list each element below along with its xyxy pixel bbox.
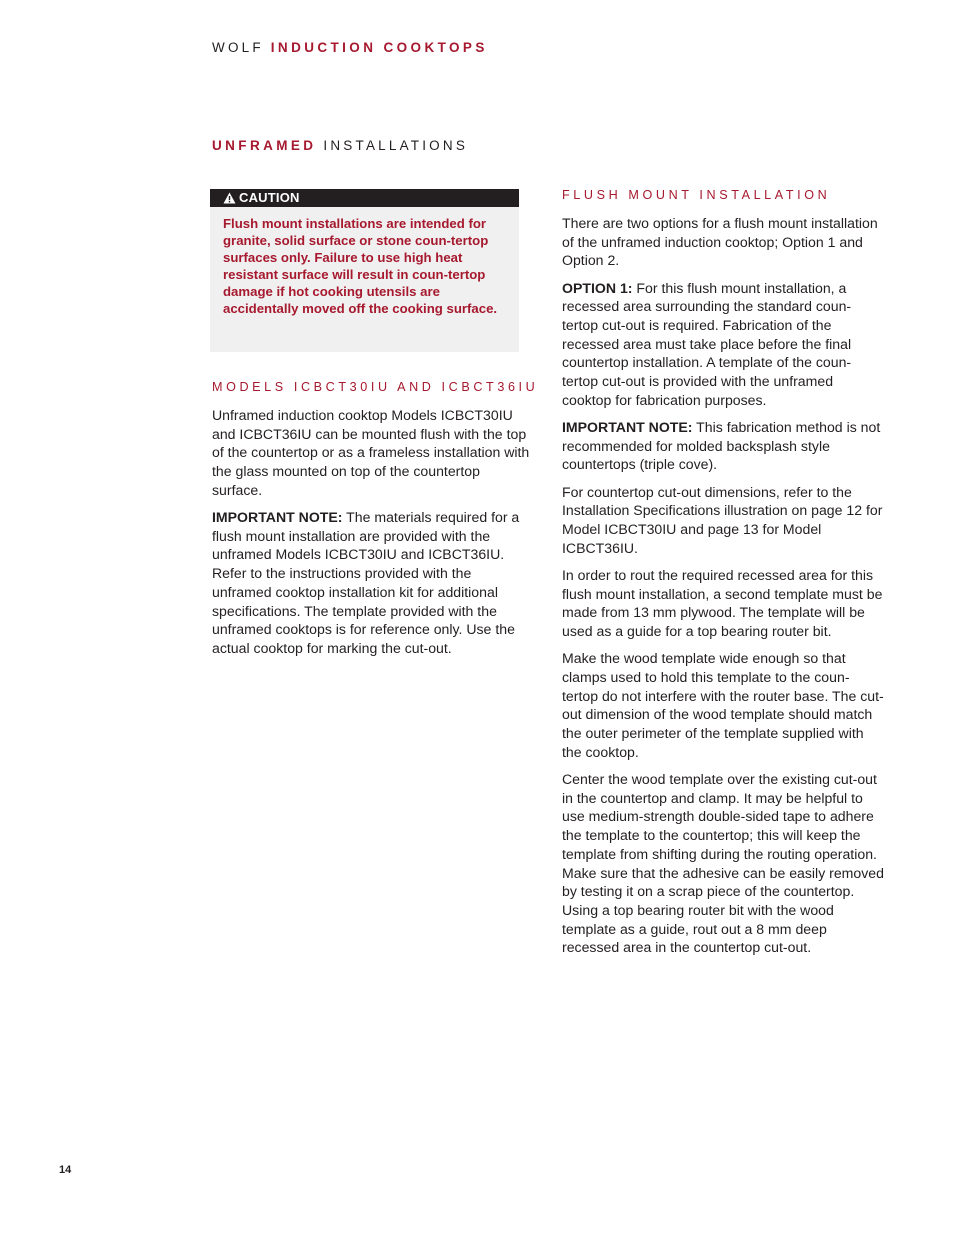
left-paragraph-2	[212, 508, 534, 658]
right-paragraph-2-text: For this flush mount installation, a recessed area surrounding the standard coun-tertop cut-out is required. Fabrication of the recessed area must take place before the final countertop installation. A template of the coun-tertop cut-out is provided with the unframed cooktop for fabrication purposes.	[562, 279, 852, 408]
section-title-bold: UNFRAMED	[212, 138, 317, 153]
right-column	[562, 214, 885, 966]
right-paragraph-3	[562, 418, 885, 474]
right-paragraph-6: Make the wood template wide enough so that clamps used to hold this template to the coun-tertop do not interfere with the router base. The cut-out dimension of the wood template should match the outer perimeter of the template supplied with the cooktop.	[562, 650, 884, 760]
brand-name: WOLF	[212, 40, 264, 55]
important-note-label: IMPORTANT NOTE:	[212, 509, 343, 526]
caution-text-block	[223, 215, 513, 318]
product-name: INDUCTION COOKTOPS	[270, 40, 488, 55]
right-paragraph-4: For countertop cut-out dimensions, refer to the Installation Specifications illustration on page 12 for Model ICBCT30IU and page 13 for Model ICBCT36IU.	[562, 483, 883, 556]
right-paragraph-5: In order to rout the required recessed area for this flush mount installation, a second template must be made from 13 mm plywood. The template will be used as a guide for a top bearing router bit.	[562, 566, 883, 640]
page-number: 14	[59, 1164, 72, 1176]
caution-box	[210, 189, 519, 352]
important-note-label: IMPORTANT NOTE:	[562, 419, 693, 436]
right-paragraph-7: Center the wood template over the existing cut-out in the countertop and clamp. It may be helpful to use medium-strength double-sided tape to adhere the template to the countertop; this will keep the template from shifting during the routing operation. Make sure that the adhesive can be easily removed by testing it on a scrap piece of the countertop. Using a top bearing router bit with the wood template as a guide, rout out a 8 mm deep recessed area in the countertop cut-out.	[562, 770, 884, 956]
left-paragraph-1: Unframed induction cooktop Models ICBCT30IU and ICBCT36IU can be mounted flush with the top of the countertop or as a frameless installation with the glass mounted on top of the countertop surface.	[212, 407, 530, 498]
left-column	[212, 406, 534, 666]
right-paragraph-1: There are two options for a flush mount installation of the unframed induction cooktop; Option 1 and Option 2.	[562, 215, 878, 269]
caution-label: CAUTION	[239, 190, 300, 205]
flush-mount-heading: FLUSH MOUNT INSTALLATION	[562, 188, 831, 202]
right-paragraph-3-text: This fabrication method is not recommended for molded backsplash style countertops (triple cove).	[562, 419, 881, 473]
models-heading: MODELS ICBCT30IU AND ICBCT36IU	[212, 380, 539, 394]
section-title-rest: INSTALLATIONS	[323, 138, 469, 153]
section-title	[212, 138, 468, 153]
left-paragraph-2-text: The materials required for a flush mount installation are provided with the unframed Models ICBCT30IU and ICBCT36IU. Refer to the instructions provided with the unframed cooktop installation kit for additional specifications. The template provided with the unframed cooktops is for reference only. Use the actual cooktop for marking the cut-out.	[212, 509, 520, 656]
right-paragraph-2	[562, 279, 885, 410]
option-1-label: OPTION 1:	[562, 279, 633, 296]
caution-text: Flush mount installations are intended for granite, solid surface or stone coun-tertop surfaces only. Failure to use high heat resistant surface will result in coun-tertop damage if hot cooking utensils are accidentally moved off the cooking surface.	[223, 216, 498, 317]
caution-bar	[210, 189, 519, 207]
running-header	[212, 40, 488, 55]
warning-triangle-icon	[223, 192, 236, 204]
